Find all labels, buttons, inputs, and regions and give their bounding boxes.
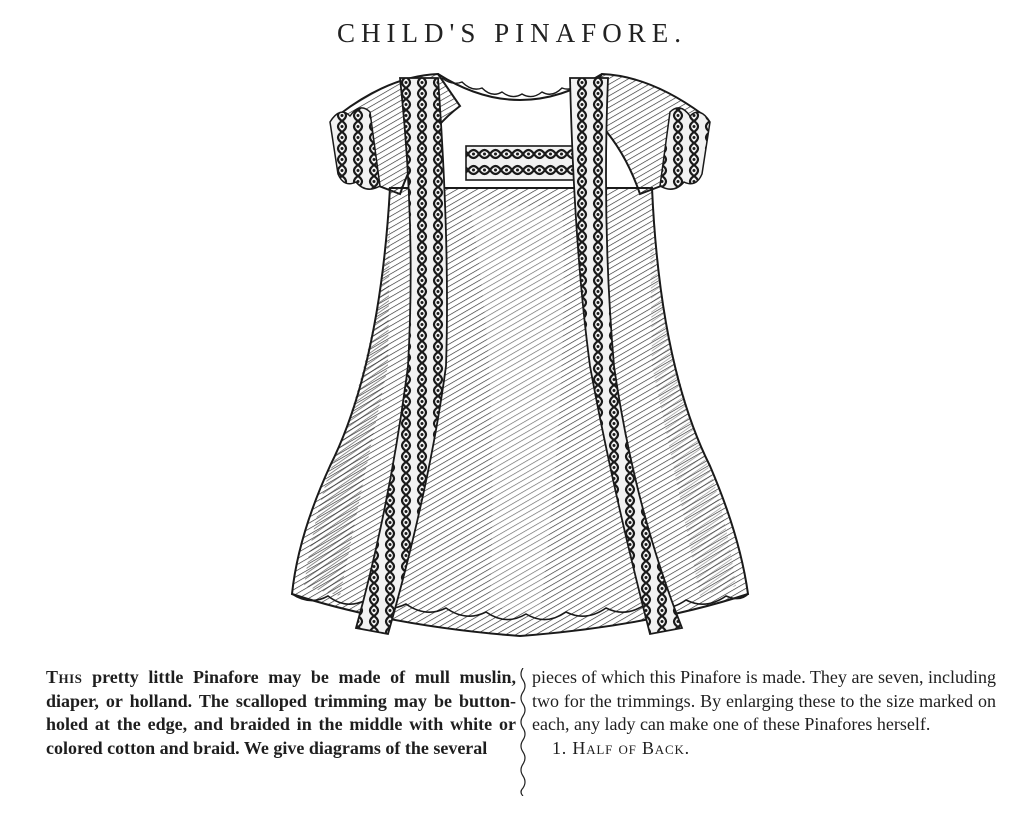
left-column-paragraph — [46, 666, 516, 760]
lead-word: This — [46, 667, 83, 687]
figure-caption: 1. Half of Back. — [552, 737, 690, 758]
right-column — [532, 666, 996, 760]
page-title: CHILD'S PINAFORE. — [337, 18, 687, 48]
column-divider — [518, 668, 528, 796]
left-column — [46, 666, 516, 760]
right-column-paragraph: pieces of which this Pinafore is made. They are seven, including two for the trimmings. By enlarging these to the size marked on each, any lady can make one of these Pinafores herself. — [532, 667, 996, 734]
article-text — [46, 666, 996, 806]
left-column-body: pretty little Pinafore may be made of mull muslin, diaper, or holland. The scalloped trimming may be button-holed at the edge, and braided in the middle with white or colored cotton and braid. We give diagrams of the several — [46, 667, 516, 758]
pinafore-engraving-icon — [270, 66, 770, 646]
